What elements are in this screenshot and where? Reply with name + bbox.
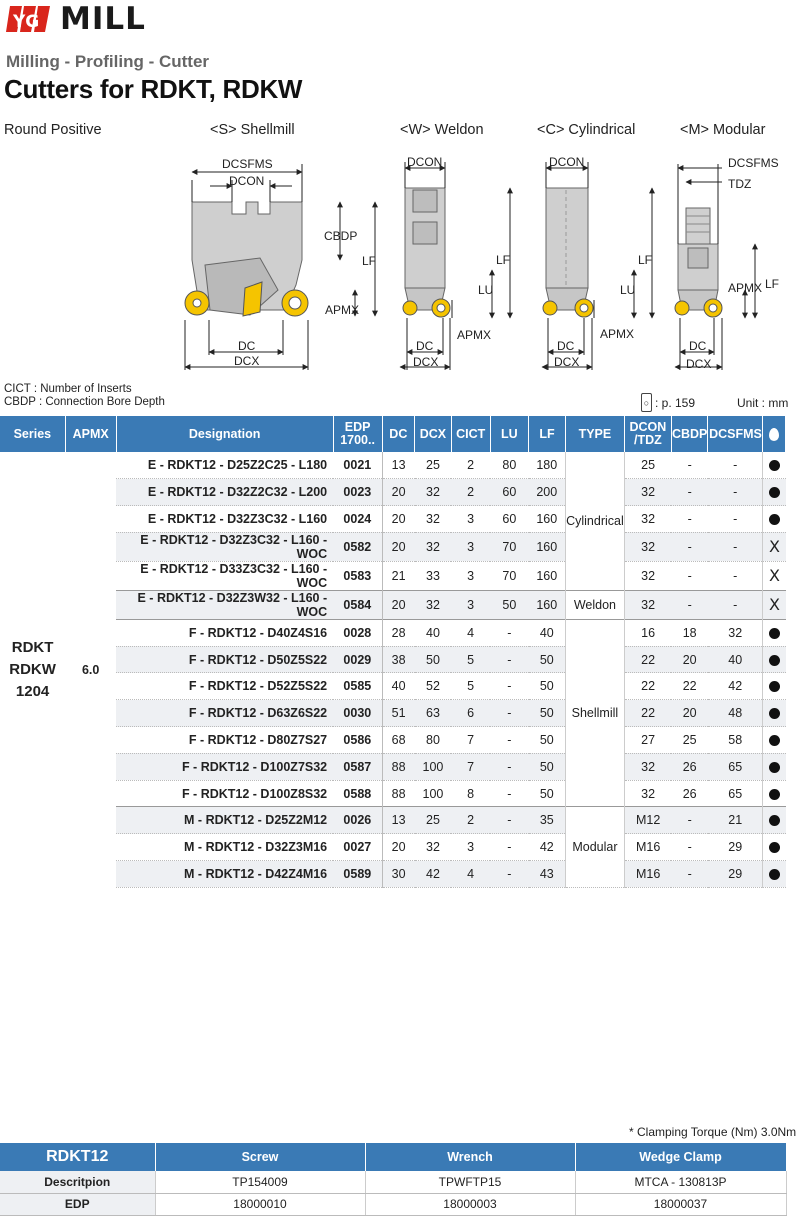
edp-cell: 0583 <box>333 561 382 590</box>
table-row <box>0 673 786 700</box>
logo-mark-icon <box>6 4 58 34</box>
designation-cell: E - RDKT12 - D32Z3C32 - L160 - WOC <box>116 532 333 561</box>
dim-lu-w: LU <box>478 283 494 297</box>
dcsfms-cell: 29 <box>708 834 763 861</box>
lf-cell: 160 <box>529 532 566 561</box>
logo-prefix: YG <box>13 12 40 32</box>
modular-drawing <box>675 156 779 371</box>
dcsfms-cell: 65 <box>708 753 763 780</box>
weldon-drawing <box>400 155 510 370</box>
table-row <box>0 753 786 780</box>
series-line: 1204 <box>15 682 50 700</box>
parts-col-wrench: Wrench <box>365 1143 575 1171</box>
coolant-cell <box>763 727 786 754</box>
parts-desc-wedge: MTCA - 130813P <box>575 1171 786 1193</box>
dcon-cell: M16 <box>624 834 671 861</box>
designation-cell: E - RDKT12 - D32Z2C32 - L200 <box>116 479 333 506</box>
dcx-cell: 32 <box>415 590 452 619</box>
dc-cell: 30 <box>382 861 415 888</box>
designation-cell: F - RDKT12 - D100Z7S32 <box>116 753 333 780</box>
col-edp: EDP 1700.. <box>333 416 382 452</box>
table-row <box>0 727 786 754</box>
parts-head: RDKT12 <box>0 1143 155 1171</box>
cutter-table <box>0 416 786 888</box>
coolant-cell <box>763 807 786 834</box>
cbdp-cell: - <box>671 561 708 590</box>
lu-cell: - <box>490 834 529 861</box>
table-row <box>0 700 786 727</box>
designation-cell: E - RDKT12 - D32Z3W32 - L160 - WOC <box>116 590 333 619</box>
lu-cell: - <box>490 807 529 834</box>
dc-cell: 88 <box>382 780 415 807</box>
designation-cell: F - RDKT12 - D50Z5S22 <box>116 646 333 673</box>
coolant-cell <box>763 700 786 727</box>
dcsfms-cell: 58 <box>708 727 763 754</box>
dc-cell: 20 <box>382 590 415 619</box>
page-subtitle: Milling - Profiling - Cutter <box>6 52 210 71</box>
lf-cell: 50 <box>529 780 566 807</box>
dcon-cell: 32 <box>624 753 671 780</box>
lf-cell: 160 <box>529 561 566 590</box>
edp-cell: 0030 <box>333 700 382 727</box>
dcon-cell: 27 <box>624 727 671 754</box>
dcx-cell: 32 <box>415 479 452 506</box>
dcsfms-cell: 48 <box>708 700 763 727</box>
dcx-cell: 33 <box>415 561 452 590</box>
dcsfms-cell: - <box>708 479 763 506</box>
col-apmx: APMX <box>65 416 116 452</box>
table-row <box>0 646 786 673</box>
note-cbdp: CBDP : Connection Bore Depth <box>4 396 165 408</box>
dc-cell: 20 <box>382 506 415 533</box>
dcon-cell: 32 <box>624 532 671 561</box>
coolant-cell <box>763 590 786 619</box>
cict-cell: 2 <box>451 452 490 479</box>
cbdp-cell: - <box>671 807 708 834</box>
coolant-dot-icon <box>769 514 780 525</box>
lf-cell: 42 <box>529 834 566 861</box>
col-designation: Designation <box>116 416 333 452</box>
series-line: RDKT <box>11 638 54 656</box>
col-cict: CICT <box>451 416 490 452</box>
edp-cell: 0021 <box>333 452 382 479</box>
label-modular: <M> Modular <box>680 122 766 138</box>
dim-lf-m: LF <box>765 277 780 291</box>
parts-edp-label: EDP <box>0 1193 155 1215</box>
dim-dc-s: DC <box>238 339 256 353</box>
edp-cell: 0584 <box>333 590 382 619</box>
lf-cell: 35 <box>529 807 566 834</box>
designation-cell: E - RDKT12 - D33Z3C32 - L160 - WOC <box>116 561 333 590</box>
cbdp-cell: 26 <box>671 780 708 807</box>
table-row <box>0 506 786 533</box>
coolant-cell <box>763 834 786 861</box>
dcx-cell: 32 <box>415 506 452 533</box>
lf-cell: 40 <box>529 619 566 646</box>
type-cell: Cylindrical <box>565 452 624 590</box>
dcsfms-cell: 21 <box>708 807 763 834</box>
cbdp-cell: - <box>671 506 708 533</box>
parts-desc-label: Descritpion <box>0 1171 155 1193</box>
lu-cell: - <box>490 700 529 727</box>
dcsfms-cell: - <box>708 590 763 619</box>
cict-cell: 3 <box>451 532 490 561</box>
lf-cell: 160 <box>529 590 566 619</box>
col-type: TYPE <box>565 416 624 452</box>
col-cbdp: CBDP <box>671 416 708 452</box>
parts-desc-wrench: TPWFTP15 <box>365 1171 575 1193</box>
dcon-cell: 32 <box>624 506 671 533</box>
page-ref-text: : p. 159 <box>655 395 696 410</box>
edp-cell: 0587 <box>333 753 382 780</box>
parts-edp-screw: 18000010 <box>155 1193 365 1215</box>
coolant-dot-icon <box>769 869 780 880</box>
lf-cell: 50 <box>529 673 566 700</box>
designation-cell: M - RDKT12 - D42Z4M16 <box>116 861 333 888</box>
dcon-cell: 22 <box>624 700 671 727</box>
coolant-x-mark: X <box>769 595 780 615</box>
cict-cell: 4 <box>451 861 490 888</box>
edp-cell: 0586 <box>333 727 382 754</box>
edp-cell: 0028 <box>333 619 382 646</box>
table-row <box>0 452 786 479</box>
dim-apmx-w: APMX <box>457 328 492 342</box>
page-reference[interactable] <box>641 393 695 412</box>
cbdp-cell: - <box>671 861 708 888</box>
col-dcon: DCON /TDZ <box>624 416 671 452</box>
dcx-cell: 42 <box>415 861 452 888</box>
designation-cell: M - RDKT12 - D32Z3M16 <box>116 834 333 861</box>
table-row <box>0 532 786 561</box>
cict-cell: 3 <box>451 561 490 590</box>
brand-logo <box>6 2 146 36</box>
lu-cell: - <box>490 780 529 807</box>
lu-cell: - <box>490 646 529 673</box>
cict-cell: 8 <box>451 780 490 807</box>
cict-cell: 2 <box>451 479 490 506</box>
label-weldon: <W> Weldon <box>400 122 484 138</box>
dcon-cell: 32 <box>624 590 671 619</box>
label-cylindrical: <C> Cylindrical <box>537 122 636 138</box>
cict-cell: 6 <box>451 700 490 727</box>
col-dc: DC <box>382 416 415 452</box>
col-dcsfms: DCSFMS <box>708 416 763 452</box>
edp-cell: 0027 <box>333 834 382 861</box>
dcon-cell: 32 <box>624 561 671 590</box>
type-cell: Shellmill <box>565 619 624 807</box>
parts-header-row <box>0 1143 786 1171</box>
coolant-dot-icon <box>769 735 780 746</box>
lu-cell: 80 <box>490 452 529 479</box>
lu-cell: - <box>490 861 529 888</box>
cbdp-cell: - <box>671 479 708 506</box>
dcon-cell: M16 <box>624 861 671 888</box>
torque-note: * Clamping Torque (Nm) 3.0Nm <box>629 1125 797 1139</box>
parts-table <box>0 1143 787 1216</box>
dc-cell: 13 <box>382 452 415 479</box>
lf-cell: 43 <box>529 861 566 888</box>
cbdp-cell: 18 <box>671 619 708 646</box>
series-line: RDKW <box>9 660 56 678</box>
lu-cell: 70 <box>490 561 529 590</box>
designation-cell: F - RDKT12 - D100Z8S32 <box>116 780 333 807</box>
table-row <box>0 807 786 834</box>
col-lu: LU <box>490 416 529 452</box>
dim-dcon-s: DCON <box>229 174 265 188</box>
dcsfms-cell: - <box>708 506 763 533</box>
table-row <box>0 780 786 807</box>
dim-dcx-m: DCX <box>686 357 712 371</box>
label-shellmill: <S> Shellmill <box>210 122 295 138</box>
lu-cell: - <box>490 727 529 754</box>
lf-cell: 50 <box>529 700 566 727</box>
coolant-dot-icon <box>769 842 780 853</box>
coolant-cell <box>763 753 786 780</box>
edp-cell: 0026 <box>333 807 382 834</box>
cict-cell: 5 <box>451 673 490 700</box>
dcx-cell: 80 <box>415 727 452 754</box>
section-label: Round Positive <box>4 122 102 138</box>
designation-cell: F - RDKT12 - D80Z7S27 <box>116 727 333 754</box>
lf-cell: 180 <box>529 452 566 479</box>
type-cell: Weldon <box>565 590 624 619</box>
coolant-dot-icon <box>769 628 780 639</box>
edp-cell: 0589 <box>333 861 382 888</box>
dcsfms-cell: 65 <box>708 780 763 807</box>
dc-cell: 21 <box>382 561 415 590</box>
series-cell <box>0 452 65 887</box>
dcx-cell: 32 <box>415 532 452 561</box>
cbdp-cell: 25 <box>671 727 708 754</box>
lu-cell: 70 <box>490 532 529 561</box>
coolant-dot-icon <box>769 681 780 692</box>
coolant-drop-icon <box>769 428 779 441</box>
cict-cell: 4 <box>451 619 490 646</box>
dim-dcsfms-s: DCSFMS <box>222 157 273 171</box>
cict-cell: 7 <box>451 727 490 754</box>
parts-edp-wedge: 18000037 <box>575 1193 786 1215</box>
cbdp-cell: - <box>671 590 708 619</box>
parts-edp-row <box>0 1193 786 1215</box>
dcsfms-cell: 32 <box>708 619 763 646</box>
coolant-cell <box>763 561 786 590</box>
coolant-cell <box>763 673 786 700</box>
dcon-cell: 25 <box>624 452 671 479</box>
dim-dcon-w: DCON <box>407 155 443 169</box>
edp-cell: 0024 <box>333 506 382 533</box>
lu-cell: 60 <box>490 479 529 506</box>
apmx-cell: 6.0 <box>81 662 100 677</box>
coolant-cell <box>763 532 786 561</box>
table-row <box>0 590 786 619</box>
cbdp-cell: - <box>671 834 708 861</box>
edp-cell: 0588 <box>333 780 382 807</box>
edp-cell: 0029 <box>333 646 382 673</box>
coolant-cell <box>763 780 786 807</box>
dim-dc-w: DC <box>416 339 434 353</box>
coolant-cell <box>763 479 786 506</box>
table-row <box>0 619 786 646</box>
dim-dcx-c: DCX <box>554 355 580 369</box>
dim-cbdp-s: CBDP <box>324 229 358 243</box>
coolant-cell <box>763 452 786 479</box>
parts-desc-screw: TP154009 <box>155 1171 365 1193</box>
coolant-dot-icon <box>769 762 780 773</box>
coolant-cell <box>763 646 786 673</box>
lf-cell: 50 <box>529 646 566 673</box>
dcx-cell: 52 <box>415 673 452 700</box>
edp-cell: 0585 <box>333 673 382 700</box>
table-row <box>0 834 786 861</box>
dc-cell: 68 <box>382 727 415 754</box>
table-row <box>0 861 786 888</box>
insert-icon: ○ <box>641 393 652 412</box>
coolant-dot-icon <box>769 487 780 498</box>
coolant-dot-icon <box>769 789 780 800</box>
coolant-x-mark: X <box>769 537 780 557</box>
abbreviation-notes <box>4 383 165 409</box>
cbdp-cell: 26 <box>671 753 708 780</box>
dim-apmx-m: APMX <box>728 281 763 295</box>
dim-tdz-m: TDZ <box>728 177 752 191</box>
lf-cell: 50 <box>529 727 566 754</box>
designation-cell: F - RDKT12 - D52Z5S22 <box>116 673 333 700</box>
designation-cell: E - RDKT12 - D32Z3C32 - L160 <box>116 506 333 533</box>
dcsfms-cell: - <box>708 452 763 479</box>
dim-lf-w: LF <box>496 253 511 267</box>
dcx-cell: 25 <box>415 452 452 479</box>
table-row <box>0 479 786 506</box>
lf-cell: 200 <box>529 479 566 506</box>
shellmill-drawing <box>185 157 376 370</box>
dcx-cell: 32 <box>415 834 452 861</box>
dc-cell: 20 <box>382 532 415 561</box>
table-row <box>0 561 786 590</box>
dc-cell: 13 <box>382 807 415 834</box>
parts-edp-wrench: 18000003 <box>365 1193 575 1215</box>
cict-cell: 3 <box>451 834 490 861</box>
edp-cell: 0582 <box>333 532 382 561</box>
brand-name: MILL <box>60 1 146 37</box>
unit-label: Unit : mm <box>737 396 789 410</box>
coolant-dot-icon <box>769 460 780 471</box>
parts-col-wedge: Wedge Clamp <box>575 1143 786 1171</box>
dim-apmx-c: APMX <box>600 327 635 341</box>
dc-cell: 38 <box>382 646 415 673</box>
dcsfms-cell: - <box>708 532 763 561</box>
lf-cell: 160 <box>529 506 566 533</box>
col-lf: LF <box>529 416 566 452</box>
dcsfms-cell: 40 <box>708 646 763 673</box>
designation-cell: F - RDKT12 - D63Z6S22 <box>116 700 333 727</box>
dcsfms-cell: - <box>708 561 763 590</box>
lu-cell: 50 <box>490 590 529 619</box>
dim-dcsfms-m: DCSFMS <box>728 156 779 170</box>
dcx-cell: 25 <box>415 807 452 834</box>
dcon-cell: M12 <box>624 807 671 834</box>
dim-lu-c: LU <box>620 283 636 297</box>
lf-cell: 50 <box>529 753 566 780</box>
lu-cell: - <box>490 753 529 780</box>
dim-dcx-s: DCX <box>234 354 260 368</box>
designation-cell: F - RDKT12 - D40Z4S16 <box>116 619 333 646</box>
col-series: Series <box>0 416 65 452</box>
dcsfms-cell: 29 <box>708 861 763 888</box>
parts-desc-row <box>0 1171 786 1193</box>
note-cict: CICT : Number of Inserts <box>4 383 132 395</box>
cbdp-cell: - <box>671 452 708 479</box>
dim-dc-m: DC <box>689 339 707 353</box>
coolant-dot-icon <box>769 815 780 826</box>
table-header-row <box>0 416 786 452</box>
cict-cell: 2 <box>451 807 490 834</box>
cict-cell: 5 <box>451 646 490 673</box>
coolant-cell <box>763 619 786 646</box>
lu-cell: - <box>490 673 529 700</box>
dim-lf-s: LF <box>362 254 377 268</box>
cbdp-cell: - <box>671 532 708 561</box>
parts-col-screw: Screw <box>155 1143 365 1171</box>
dcx-cell: 100 <box>415 780 452 807</box>
col-dcx: DCX <box>415 416 452 452</box>
cbdp-cell: 20 <box>671 700 708 727</box>
dcon-cell: 32 <box>624 780 671 807</box>
type-cell: Modular <box>565 807 624 887</box>
cict-cell: 3 <box>451 590 490 619</box>
edp-cell: 0023 <box>333 479 382 506</box>
dc-cell: 40 <box>382 673 415 700</box>
coolant-dot-icon <box>769 708 780 719</box>
dcx-cell: 100 <box>415 753 452 780</box>
cylindrical-drawing <box>542 155 652 370</box>
page-title: Cutters for RDKT, RDKW <box>4 74 303 104</box>
coolant-x-mark: X <box>769 566 780 586</box>
dim-dcx-w: DCX <box>413 355 439 369</box>
dc-cell: 51 <box>382 700 415 727</box>
cict-cell: 3 <box>451 506 490 533</box>
coolant-dot-icon <box>769 655 780 666</box>
tool-diagrams <box>0 150 800 380</box>
col-coolant <box>763 416 786 452</box>
dcon-cell: 16 <box>624 619 671 646</box>
dc-cell: 28 <box>382 619 415 646</box>
dcx-cell: 63 <box>415 700 452 727</box>
dim-lf-c: LF <box>638 253 653 267</box>
dc-cell: 20 <box>382 479 415 506</box>
coolant-cell <box>763 506 786 533</box>
designation-cell: E - RDKT12 - D25Z2C25 - L180 <box>116 452 333 479</box>
cbdp-cell: 20 <box>671 646 708 673</box>
dc-cell: 20 <box>382 834 415 861</box>
dcx-cell: 40 <box>415 619 452 646</box>
dcon-cell: 22 <box>624 646 671 673</box>
dc-cell: 88 <box>382 753 415 780</box>
dcon-cell: 32 <box>624 479 671 506</box>
lu-cell: 60 <box>490 506 529 533</box>
coolant-cell <box>763 861 786 888</box>
dim-dc-c: DC <box>557 339 575 353</box>
dim-dcon-c: DCON <box>549 155 585 169</box>
cbdp-cell: 22 <box>671 673 708 700</box>
cict-cell: 7 <box>451 753 490 780</box>
designation-cell: M - RDKT12 - D25Z2M12 <box>116 807 333 834</box>
dcx-cell: 50 <box>415 646 452 673</box>
lu-cell: - <box>490 619 529 646</box>
dcsfms-cell: 42 <box>708 673 763 700</box>
dim-apmx-s: APMX <box>325 303 360 317</box>
dcon-cell: 22 <box>624 673 671 700</box>
